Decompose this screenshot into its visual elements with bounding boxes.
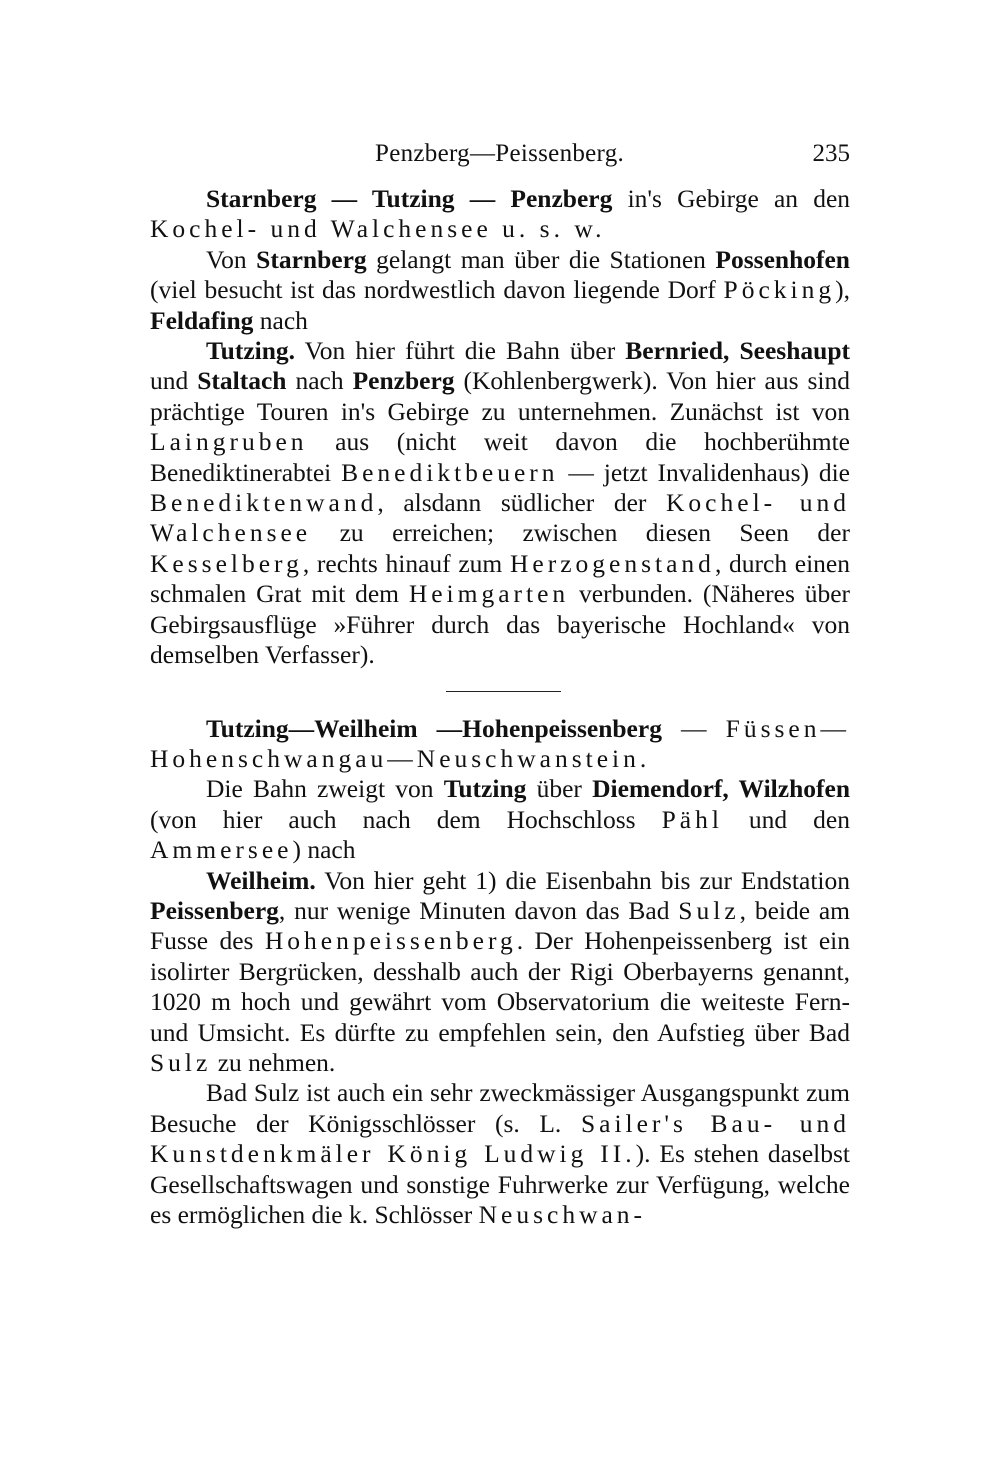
page-header <box>150 140 850 184</box>
route-title-lakes: Kochel- und Walchensee u. s. w. <box>150 214 606 244</box>
paragraph-weilheim: Weilheim. Von hier geht 1) die Eisenbahn bis zur Endstation Peissenberg, nur wenige Minuten davon das Bad Sulz, beide am Fusse des Hohenpeissenberg. Der Hohenpeissenberg ist ein isolirter Bergrücken, desshalb auch der Rigi Oberbayerns genannt, 1020 m hoch und gewährt vom Observatorium die weiteste Fern- und Umsicht. Es dürfte zu empfehlen sein, den Aufstieg über Bad Sulz zu nehmen. <box>150 865 850 1077</box>
route-heading-tutzing: Tutzing—Weilheim —Hohenpeissenberg — Füssen— Hohenschwangau—Neuschwanstein. <box>150 713 850 773</box>
running-title: Penzberg—Peissenberg. <box>375 140 625 167</box>
paragraph-bad-sulz: Bad Sulz ist auch ein sehr zweckmässiger Ausgangspunkt zum Besuche der Königsschlösser (s. L. Sailer's Bau- und Kunstdenkmäler König Ludwig II.). Es stehen daselbst Gesellschaftswagen und sonstige Fuhrwerke zur Verfügung, welche es ermöglichen die k. Schlösser Neuschwan- <box>150 1078 850 1229</box>
paragraph-branch-line: Die Bahn zweigt von Tutzing über Diemendorf, Wilzhofen (von hier auch nach dem Hochschloss Pähl und den Ammersee) nach <box>150 774 851 865</box>
paragraph-tutzing: Tutzing. Von hier führt die Bahn über Bernried, Seeshaupt und Staltach nach Penzberg (Kohlenbergwerk). Von hier aus sind prächtige Touren in's Gebirge zu unternehmen. Zunächst ist von Laingruben aus (nicht weit davon die hochberühmte Benediktinerabtei Benediktbeuern — jetzt Invalidenhaus) die Benediktenwand, alsdann südlicher der Kochel- und Walchensee zu erreichen; zwischen diesen Seen der Kesselberg, rechts hinauf zum Herzogenstand, durch einen schmalen Grat mit dem Heimgarten verbunden. (Näheres über Gebirgsausflüge »Führer durch das bayerische Hochland« von demselben Verfasser). <box>150 336 851 670</box>
page-number: 235 <box>812 140 850 167</box>
route-heading-starnberg: Starnberg — Tutzing — Penzberg in's Gebirge an den Kochel- und Walchensee u. s. w. <box>150 184 851 244</box>
section-divider <box>446 691 561 692</box>
paragraph-starnberg: Von Starnberg gelangt man über die Stationen Possenhofen (viel besucht ist das nordwestlich davon liegende Dorf Pöcking), Feldafing nach <box>150 244 850 335</box>
route-title: Starnberg — Tutzing — Penzberg <box>206 184 613 213</box>
book-page <box>150 140 850 1230</box>
